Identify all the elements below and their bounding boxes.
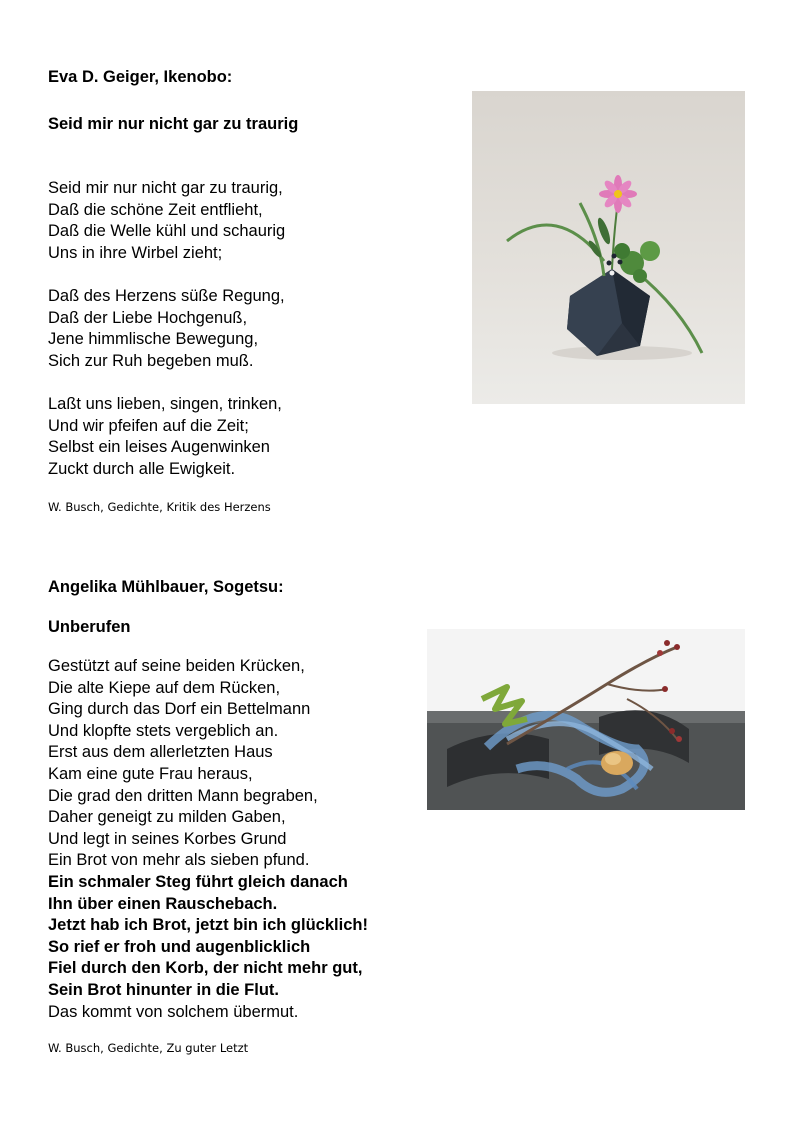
- poem-line: Ein schmaler Steg führt gleich danach: [48, 872, 348, 891]
- poem-line: Und klopfte stets vergeblich an.: [48, 721, 279, 740]
- poem-line: Sein Brot hinunter in die Flut.: [48, 980, 279, 999]
- poem-line: Daß die schöne Zeit entflieht,: [48, 200, 263, 219]
- poem-line: Gestützt auf seine beiden Krücken,: [48, 657, 305, 675]
- poem-line: Ein Brot von mehr als sieben pfund.: [48, 851, 310, 870]
- poem-line: Uns in ihre Wirbel zieht;: [48, 243, 223, 262]
- poem-line: Und legt in seines Korbes Grund: [48, 829, 287, 848]
- poem-line: Kam eine gute Frau heraus,: [48, 764, 253, 783]
- poem-line: Selbst ein leises Augenwinken: [48, 438, 270, 457]
- section2-author: Angelika Mühlbauer, Sogetsu:: [48, 578, 284, 596]
- section1-source: W. Busch, Gedichte, Kritik des Herzens: [48, 500, 271, 514]
- section2-poem-title: Unberufen: [48, 618, 131, 636]
- section1-author: Eva D. Geiger, Ikenobo:: [48, 68, 233, 86]
- section2-poem: [48, 656, 368, 1023]
- poem-line: Ging durch das Dorf ein Bettelmann: [48, 700, 311, 719]
- poem-line: Daß des Herzens süße Regung,: [48, 286, 285, 305]
- poem-stanza: [48, 394, 285, 480]
- ikebana-photo-1: [472, 91, 745, 404]
- poem-line: Die grad den dritten Mann begraben,: [48, 786, 318, 805]
- poem-stanza: [48, 178, 285, 264]
- poem-line: Seid mir nur nicht gar zu traurig,: [48, 179, 283, 197]
- poem-line: Und wir pfeifen auf die Zeit;: [48, 416, 249, 435]
- poem-line: Ihn über einen Rauschebach.: [48, 894, 278, 913]
- poem-line: Daß die Welle kühl und schaurig: [48, 222, 286, 241]
- poem-line: Daß der Liebe Hochgenuß,: [48, 308, 248, 327]
- section1-poem-title: Seid mir nur nicht gar zu traurig: [48, 115, 299, 133]
- poem-line: Jetzt hab ich Brot, jetzt bin ich glücklich!: [48, 916, 368, 935]
- section2-source: W. Busch, Gedichte, Zu guter Letzt: [48, 1041, 249, 1055]
- poem-line: Zuckt durch alle Ewigkeit.: [48, 459, 236, 478]
- poem-line: Daher geneigt zu milden Gaben,: [48, 808, 286, 827]
- poem-line: Fiel durch den Korb, der nicht mehr gut,: [48, 959, 363, 978]
- poem-line: Die alte Kiepe auf dem Rücken,: [48, 678, 281, 697]
- poem-line: Jene himmlische Bewegung,: [48, 330, 259, 349]
- section1-poem: [48, 178, 285, 480]
- poem-line: Sich zur Ruh begeben muß.: [48, 351, 254, 370]
- poem-line: Erst aus dem allerletzten Haus: [48, 743, 273, 762]
- ikebana-photo-2: [427, 629, 745, 810]
- poem-line: So rief er froh und augenblicklich: [48, 937, 311, 956]
- poem-stanza: [48, 286, 285, 372]
- poem-line: Das kommt von solchem übermut.: [48, 1002, 299, 1021]
- poem-line: Laßt uns lieben, singen, trinken,: [48, 394, 282, 413]
